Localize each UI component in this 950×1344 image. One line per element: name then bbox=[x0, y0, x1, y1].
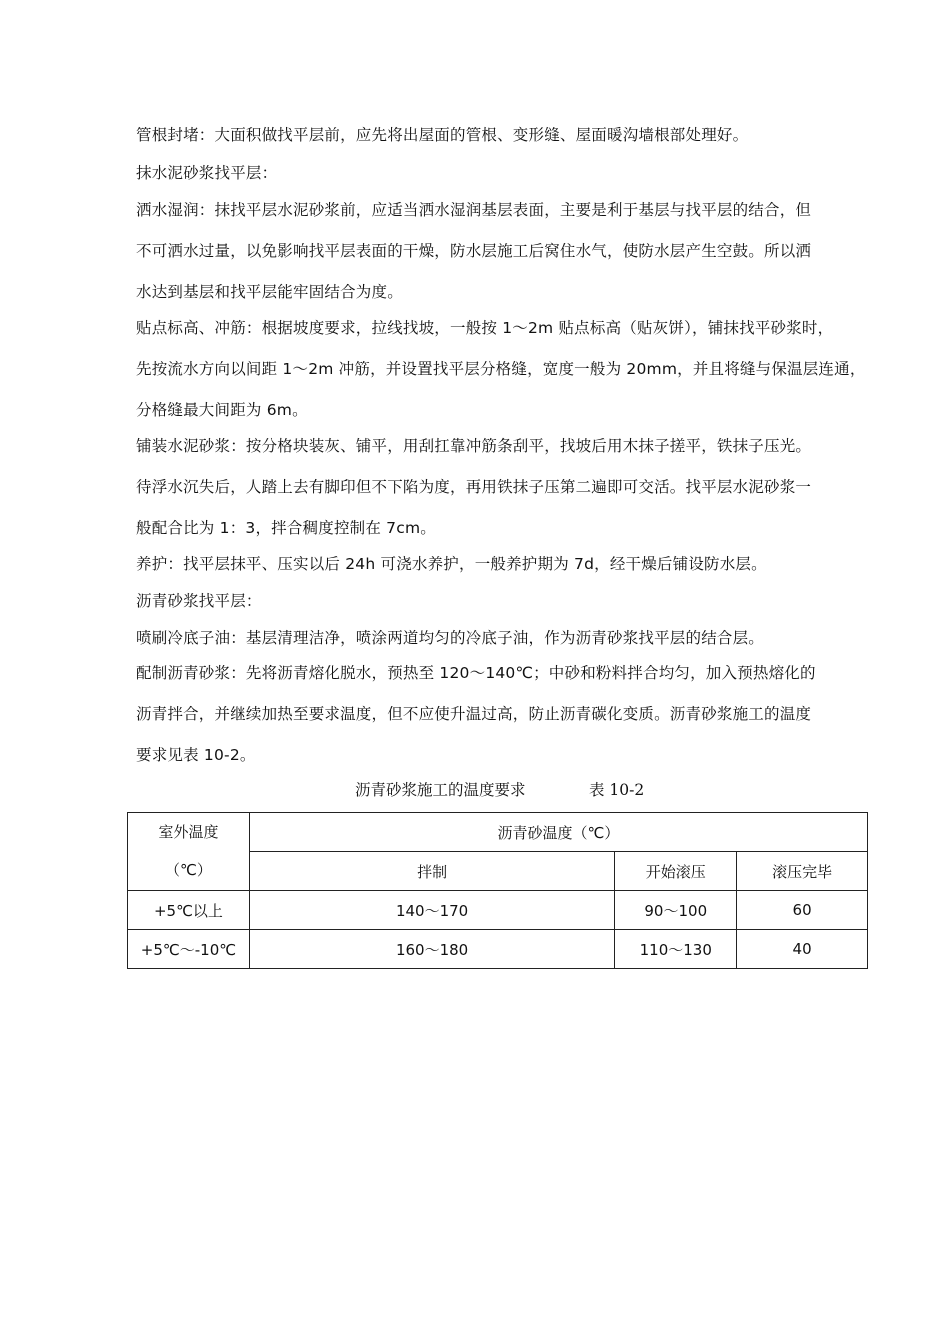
text-line: 配制沥青砂浆：先将沥青熔化脱水，预热至 120～140℃；中砂和粉料拌合均匀，加入预热熔化的 bbox=[136, 664, 816, 682]
paragraph-pipe-sealing bbox=[136, 116, 876, 154]
text-line: 要求见表 10-2。 bbox=[136, 746, 256, 764]
header-mortar-temperature: 沥青砂温度（℃） bbox=[249, 813, 867, 852]
text-line: 水达到基层和找平层能牢固结合为度。 bbox=[136, 283, 403, 301]
text-line: 抹水泥砂浆找平层： bbox=[136, 164, 278, 182]
table-title: 沥青砂浆施工的温度要求 bbox=[355, 781, 526, 799]
text-line: 先按流水方向以间距 1～2m 冲筋，并设置找平层分格缝，宽度一般为 20mm，并且将缝与保温层连通， bbox=[136, 360, 866, 378]
table-header-row bbox=[128, 813, 868, 852]
text-line: 分格缝最大间距为 6m。 bbox=[136, 401, 308, 419]
cell-outdoor: +5℃～-10℃ bbox=[128, 930, 250, 969]
text-line: 沥青拌合，并继续加热至要求温度，但不应使升温过高，防止沥青碳化变质。沥青砂浆施工的温度 bbox=[136, 705, 812, 723]
subheader-rolling-end: 滚压完毕 bbox=[737, 852, 868, 891]
cell-rolling-end: 60 bbox=[737, 891, 868, 930]
paragraph-wetting bbox=[136, 191, 876, 311]
text-line: 铺装水泥砂浆：按分格块装灰、铺平，用刮扛靠冲筋条刮平，找坡后用木抹子搓平，铁抹子压光。 bbox=[136, 437, 812, 455]
text-line: 管根封堵：大面积做找平层前，应先将出屋面的管根、变形缝、屋面暖沟墙根部处理好。 bbox=[136, 126, 749, 144]
paragraph-curing bbox=[136, 545, 876, 583]
cell-mixing: 140～170 bbox=[249, 891, 614, 930]
header-outdoor-unit: （℃） bbox=[165, 861, 212, 879]
header-outdoor-label: 室外温度 bbox=[158, 823, 219, 841]
paragraph-mixing-asphalt bbox=[136, 654, 876, 774]
text-line: 喷刷冷底子油：基层清理洁净，喷涂两道均匀的冷底子油，作为沥青砂浆找平层的结合层。 bbox=[136, 629, 765, 647]
temperature-table bbox=[127, 812, 868, 969]
cell-rolling-end: 40 bbox=[737, 930, 868, 969]
paragraph-primer bbox=[136, 619, 876, 657]
subheader-rolling-start: 开始滚压 bbox=[615, 852, 737, 891]
paragraph-laying-mortar bbox=[136, 427, 876, 547]
text-line: 贴点标高、冲筋：根据坡度要求，拉线找坡，一般按 1～2m 贴点标高（贴灰饼），铺抹找平砂浆时， bbox=[136, 319, 834, 337]
table-row bbox=[128, 891, 868, 930]
heading-cement-mortar-leveling bbox=[136, 154, 876, 192]
table-caption bbox=[355, 779, 645, 801]
subheader-mixing: 拌制 bbox=[249, 852, 614, 891]
text-line: 不可洒水过量，以免影响找平层表面的干燥，防水层施工后窝住水气，使防水层产生空鼓。所以洒 bbox=[136, 242, 812, 260]
cell-mixing: 160～180 bbox=[249, 930, 614, 969]
heading-asphalt-mortar-leveling bbox=[136, 582, 876, 620]
text-line: 洒水湿润：抹找平层水泥砂浆前，应适当洒水湿润基层表面，主要是利于基层与找平层的结合，但 bbox=[136, 201, 812, 219]
paragraph-elevation-screeds bbox=[136, 309, 876, 429]
text-line: 般配合比为 1：3，拌合稠度控制在 7cm。 bbox=[136, 519, 436, 537]
table-row bbox=[128, 930, 868, 969]
cell-rolling-start: 110～130 bbox=[615, 930, 737, 969]
text-line: 沥青砂浆找平层： bbox=[136, 592, 262, 610]
text-line: 养护：找平层抹平、压实以后 24h 可浇水养护，一般养护期为 7d，经干燥后铺设防水层。 bbox=[136, 555, 767, 573]
header-outdoor-temperature bbox=[128, 813, 250, 891]
cell-rolling-start: 90～100 bbox=[615, 891, 737, 930]
text-line: 待浮水沉失后，人踏上去有脚印但不下陷为度，再用铁抹子压第二遍即可交活。找平层水泥砂浆一 bbox=[136, 478, 812, 496]
cell-outdoor: +5℃以上 bbox=[128, 891, 250, 930]
table-number: 表 10-2 bbox=[589, 781, 645, 799]
